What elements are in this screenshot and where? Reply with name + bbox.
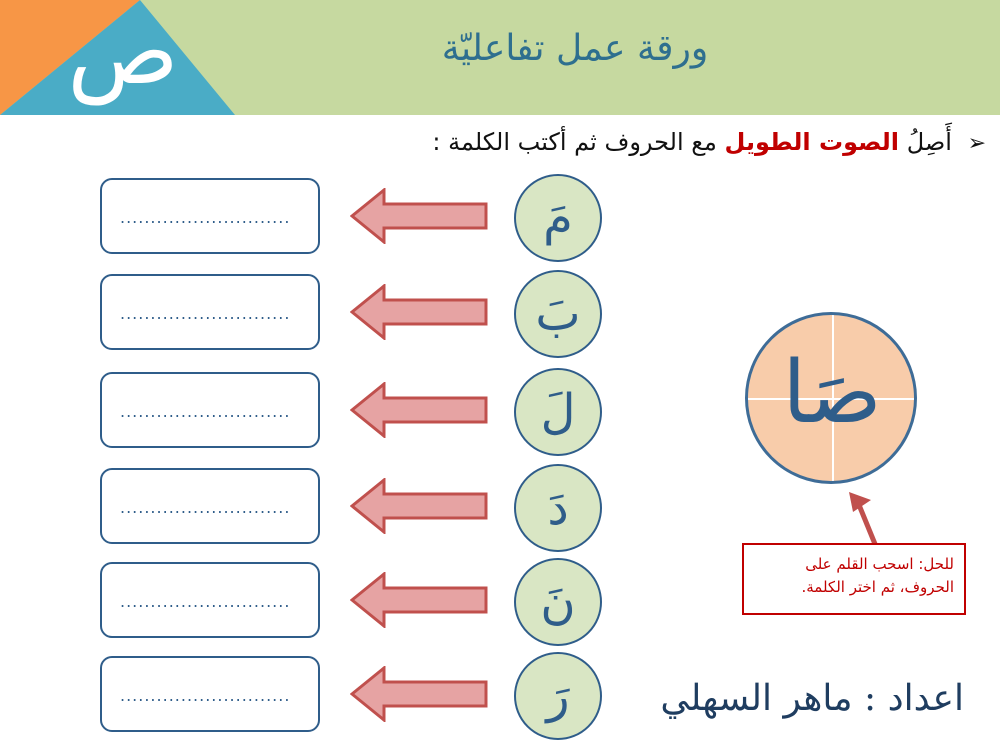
left-arrow-icon — [350, 478, 490, 534]
letter-circle[interactable]: لَ — [514, 368, 602, 456]
letter-circle[interactable]: بَ — [514, 270, 602, 358]
author-credit: اعداد : ماهر السهلي — [660, 678, 964, 719]
letter-circle[interactable]: دَ — [514, 464, 602, 552]
hint-box: للحل: اسحب القلم على الحروف، ثم اختر الكلمة. — [742, 543, 966, 615]
left-arrow-icon — [350, 284, 490, 340]
target-sound: صَا — [782, 343, 882, 443]
answer-placeholder: ............................ — [120, 402, 291, 421]
match-row — [0, 178, 620, 258]
answer-placeholder: ............................ — [120, 208, 291, 227]
left-arrow-icon — [350, 572, 490, 628]
match-row — [0, 656, 620, 736]
letter-circle[interactable]: مَ — [514, 174, 602, 262]
target-sound-circle[interactable] — [745, 312, 917, 484]
letter-circle[interactable]: نَ — [514, 558, 602, 646]
answer-box[interactable] — [100, 468, 320, 544]
instruction-highlight: الصوت الطويل — [724, 128, 900, 156]
answer-placeholder: ............................ — [120, 498, 291, 517]
corner-letter: ص — [67, 0, 179, 105]
left-arrow-icon — [350, 666, 490, 722]
answer-placeholder: ............................ — [120, 686, 291, 705]
answer-box[interactable] — [100, 656, 320, 732]
match-row — [0, 562, 620, 642]
match-row — [0, 468, 620, 548]
answer-box[interactable] — [100, 274, 320, 350]
answer-box[interactable] — [100, 178, 320, 254]
match-row — [0, 372, 620, 452]
header-bar — [0, 0, 1000, 115]
instruction-rest: مع الحروف ثم أكتب الكلمة : — [432, 128, 717, 156]
page-title: ورقة عمل تفاعليّة — [441, 28, 709, 69]
answer-box[interactable] — [100, 372, 320, 448]
answer-placeholder: ............................ — [120, 592, 291, 611]
answer-box[interactable] — [100, 562, 320, 638]
arrow-bullet-icon: ➢ — [967, 131, 986, 156]
left-arrow-icon — [350, 188, 490, 244]
instruction-text — [432, 128, 986, 156]
match-row — [0, 274, 620, 354]
letter-circle[interactable]: رَ — [514, 652, 602, 740]
instruction-verb: أَصِلُ — [906, 128, 952, 156]
left-arrow-icon — [350, 382, 490, 438]
answer-placeholder: ............................ — [120, 304, 291, 323]
up-arrow-icon — [845, 488, 885, 548]
